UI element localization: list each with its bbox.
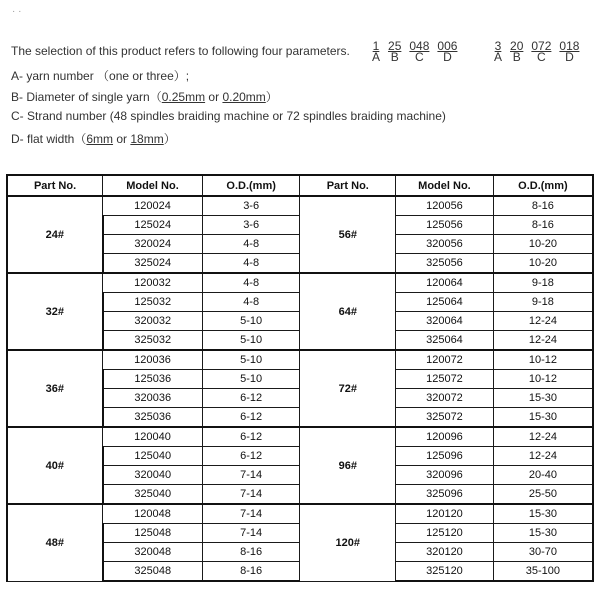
od-cell: 35-100 bbox=[493, 562, 593, 582]
param-b-value-2: 0.20mm bbox=[222, 90, 266, 104]
od-cell: 10-12 bbox=[493, 370, 593, 389]
code-number: 006 bbox=[437, 39, 458, 53]
part-no-cell: 56# bbox=[300, 196, 396, 273]
param-d bbox=[11, 130, 176, 147]
model-no-cell: 325072 bbox=[396, 408, 494, 428]
od-cell: 15-30 bbox=[493, 408, 593, 428]
od-cell: 12-24 bbox=[493, 331, 593, 351]
od-cell: 6-12 bbox=[202, 408, 300, 428]
model-no-cell: 325096 bbox=[396, 485, 494, 505]
intro-text: The selection of this product refers to following four parameters. bbox=[11, 44, 350, 58]
product-table bbox=[6, 174, 594, 582]
header-part-no: Part No. bbox=[300, 175, 396, 196]
model-no-cell: 320064 bbox=[396, 312, 494, 331]
model-no-cell: 120048 bbox=[103, 504, 203, 524]
od-cell: 10-20 bbox=[493, 254, 593, 274]
param-d-close: ） bbox=[163, 132, 176, 146]
param-c: C- Strand number (48 spindles braiding machine or 72 spindles braiding machine) bbox=[11, 109, 446, 123]
code-part bbox=[409, 41, 429, 63]
code-letter: D bbox=[565, 50, 574, 64]
code-letter: C bbox=[415, 50, 424, 64]
model-no-cell: 325032 bbox=[103, 331, 203, 351]
model-no-cell: 120120 bbox=[396, 504, 494, 524]
model-no-cell: 325048 bbox=[103, 562, 203, 582]
od-cell: 6-12 bbox=[202, 389, 300, 408]
code-number: 25 bbox=[388, 39, 402, 53]
od-cell: 5-10 bbox=[202, 331, 300, 351]
model-no-cell: 125096 bbox=[396, 447, 494, 466]
part-no-cell: 120# bbox=[300, 504, 396, 581]
param-d-value-2: 18mm bbox=[130, 132, 164, 146]
model-no-cell: 125120 bbox=[396, 524, 494, 543]
param-d-value-1: 6mm bbox=[86, 132, 114, 146]
od-cell: 7-14 bbox=[202, 466, 300, 485]
param-b bbox=[11, 88, 278, 105]
part-no-cell: 24# bbox=[7, 196, 103, 273]
model-no-cell: 120056 bbox=[396, 196, 494, 216]
od-cell: 10-12 bbox=[493, 350, 593, 370]
model-no-cell: 120064 bbox=[396, 273, 494, 293]
od-cell: 4-8 bbox=[202, 235, 300, 254]
model-no-cell: 125036 bbox=[103, 370, 203, 389]
part-no-cell: 72# bbox=[300, 350, 396, 427]
model-no-cell: 125064 bbox=[396, 293, 494, 312]
param-a: A- yarn number （one or three）; bbox=[11, 69, 190, 83]
param-b-close: ） bbox=[265, 90, 278, 104]
model-no-cell: 120036 bbox=[103, 350, 203, 370]
model-no-cell: 320032 bbox=[103, 312, 203, 331]
code-part bbox=[388, 41, 401, 63]
code-part bbox=[437, 41, 457, 63]
code-example-1 bbox=[372, 41, 457, 63]
param-d-separator: or bbox=[113, 132, 131, 146]
model-no-cell: 125072 bbox=[396, 370, 494, 389]
od-cell: 8-16 bbox=[202, 562, 300, 582]
code-number: 20 bbox=[510, 39, 524, 53]
od-cell: 7-14 bbox=[202, 485, 300, 505]
model-no-cell: 320072 bbox=[396, 389, 494, 408]
header-dots: · · bbox=[12, 6, 22, 17]
table-header-row bbox=[7, 175, 593, 196]
part-no-cell: 40# bbox=[7, 427, 103, 504]
od-cell: 9-18 bbox=[493, 273, 593, 293]
od-cell: 12-24 bbox=[493, 447, 593, 466]
code-letter: B bbox=[390, 50, 399, 64]
od-cell: 8-16 bbox=[493, 216, 593, 235]
model-no-cell: 120040 bbox=[103, 427, 203, 447]
od-cell: 5-10 bbox=[202, 312, 300, 331]
model-no-cell: 120072 bbox=[396, 350, 494, 370]
param-b-separator: or bbox=[205, 90, 223, 104]
model-no-cell: 325120 bbox=[396, 562, 494, 582]
code-part bbox=[372, 41, 380, 63]
od-cell: 12-24 bbox=[493, 427, 593, 447]
model-no-cell: 325024 bbox=[103, 254, 203, 274]
table-row bbox=[7, 427, 593, 447]
part-no-cell: 96# bbox=[300, 427, 396, 504]
od-cell: 5-10 bbox=[202, 370, 300, 389]
model-no-cell: 125032 bbox=[103, 293, 203, 312]
od-cell: 7-14 bbox=[202, 504, 300, 524]
table-row bbox=[7, 350, 593, 370]
code-letter: C bbox=[537, 50, 546, 64]
table-row bbox=[7, 504, 593, 524]
code-part bbox=[494, 41, 502, 63]
header-model-no: Model No. bbox=[396, 175, 494, 196]
code-example-2 bbox=[494, 41, 579, 63]
model-no-cell: 120032 bbox=[103, 273, 203, 293]
code-part bbox=[510, 41, 523, 63]
model-no-cell: 320036 bbox=[103, 389, 203, 408]
od-cell: 8-16 bbox=[202, 543, 300, 562]
od-cell: 7-14 bbox=[202, 524, 300, 543]
model-no-cell: 320040 bbox=[103, 466, 203, 485]
od-cell: 3-6 bbox=[202, 196, 300, 216]
part-no-cell: 36# bbox=[7, 350, 103, 427]
code-number: 072 bbox=[531, 39, 552, 53]
od-cell: 3-6 bbox=[202, 216, 300, 235]
code-number: 018 bbox=[559, 39, 580, 53]
table-body bbox=[7, 196, 593, 581]
model-no-cell: 320120 bbox=[396, 543, 494, 562]
od-cell: 8-16 bbox=[493, 196, 593, 216]
od-cell: 15-30 bbox=[493, 524, 593, 543]
code-number: 048 bbox=[409, 39, 430, 53]
model-no-cell: 320048 bbox=[103, 543, 203, 562]
model-no-cell: 325064 bbox=[396, 331, 494, 351]
param-b-label: B- Diameter of single yarn（ bbox=[11, 90, 162, 104]
od-cell: 5-10 bbox=[202, 350, 300, 370]
od-cell: 4-8 bbox=[202, 273, 300, 293]
od-cell: 15-30 bbox=[493, 504, 593, 524]
model-no-cell: 120024 bbox=[103, 196, 203, 216]
od-cell: 6-12 bbox=[202, 447, 300, 466]
od-cell: 6-12 bbox=[202, 427, 300, 447]
code-part bbox=[559, 41, 579, 63]
od-cell: 4-8 bbox=[202, 254, 300, 274]
od-cell: 10-20 bbox=[493, 235, 593, 254]
code-letter: A bbox=[372, 50, 381, 64]
part-no-cell: 48# bbox=[7, 504, 103, 581]
model-no-cell: 325056 bbox=[396, 254, 494, 274]
code-letter: A bbox=[494, 50, 503, 64]
model-no-cell: 125048 bbox=[103, 524, 203, 543]
model-no-cell: 325040 bbox=[103, 485, 203, 505]
od-cell: 12-24 bbox=[493, 312, 593, 331]
header-model-no: Model No. bbox=[103, 175, 203, 196]
model-no-cell: 125056 bbox=[396, 216, 494, 235]
od-cell: 25-50 bbox=[493, 485, 593, 505]
param-b-value-1: 0.25mm bbox=[161, 90, 206, 104]
od-cell: 20-40 bbox=[493, 466, 593, 485]
param-d-label: D- flat width（ bbox=[11, 132, 87, 146]
header-part-no: Part No. bbox=[7, 175, 103, 196]
code-letter: B bbox=[512, 50, 521, 64]
code-letter: D bbox=[443, 50, 452, 64]
code-number: 3 bbox=[494, 39, 502, 53]
header-od: O.D.(mm) bbox=[202, 175, 300, 196]
od-cell: 30-70 bbox=[493, 543, 593, 562]
model-no-cell: 125024 bbox=[103, 216, 203, 235]
table-row bbox=[7, 273, 593, 293]
model-no-cell: 125040 bbox=[103, 447, 203, 466]
od-cell: 15-30 bbox=[493, 389, 593, 408]
model-no-cell: 320024 bbox=[103, 235, 203, 254]
od-cell: 9-18 bbox=[493, 293, 593, 312]
model-no-cell: 325036 bbox=[103, 408, 203, 428]
part-no-cell: 64# bbox=[300, 273, 396, 350]
header-od: O.D.(mm) bbox=[493, 175, 593, 196]
code-part bbox=[531, 41, 551, 63]
model-no-cell: 120096 bbox=[396, 427, 494, 447]
model-no-cell: 320056 bbox=[396, 235, 494, 254]
table-row bbox=[7, 196, 593, 216]
od-cell: 4-8 bbox=[202, 293, 300, 312]
part-no-cell: 32# bbox=[7, 273, 103, 350]
code-number: 1 bbox=[372, 39, 380, 53]
model-no-cell: 320096 bbox=[396, 466, 494, 485]
